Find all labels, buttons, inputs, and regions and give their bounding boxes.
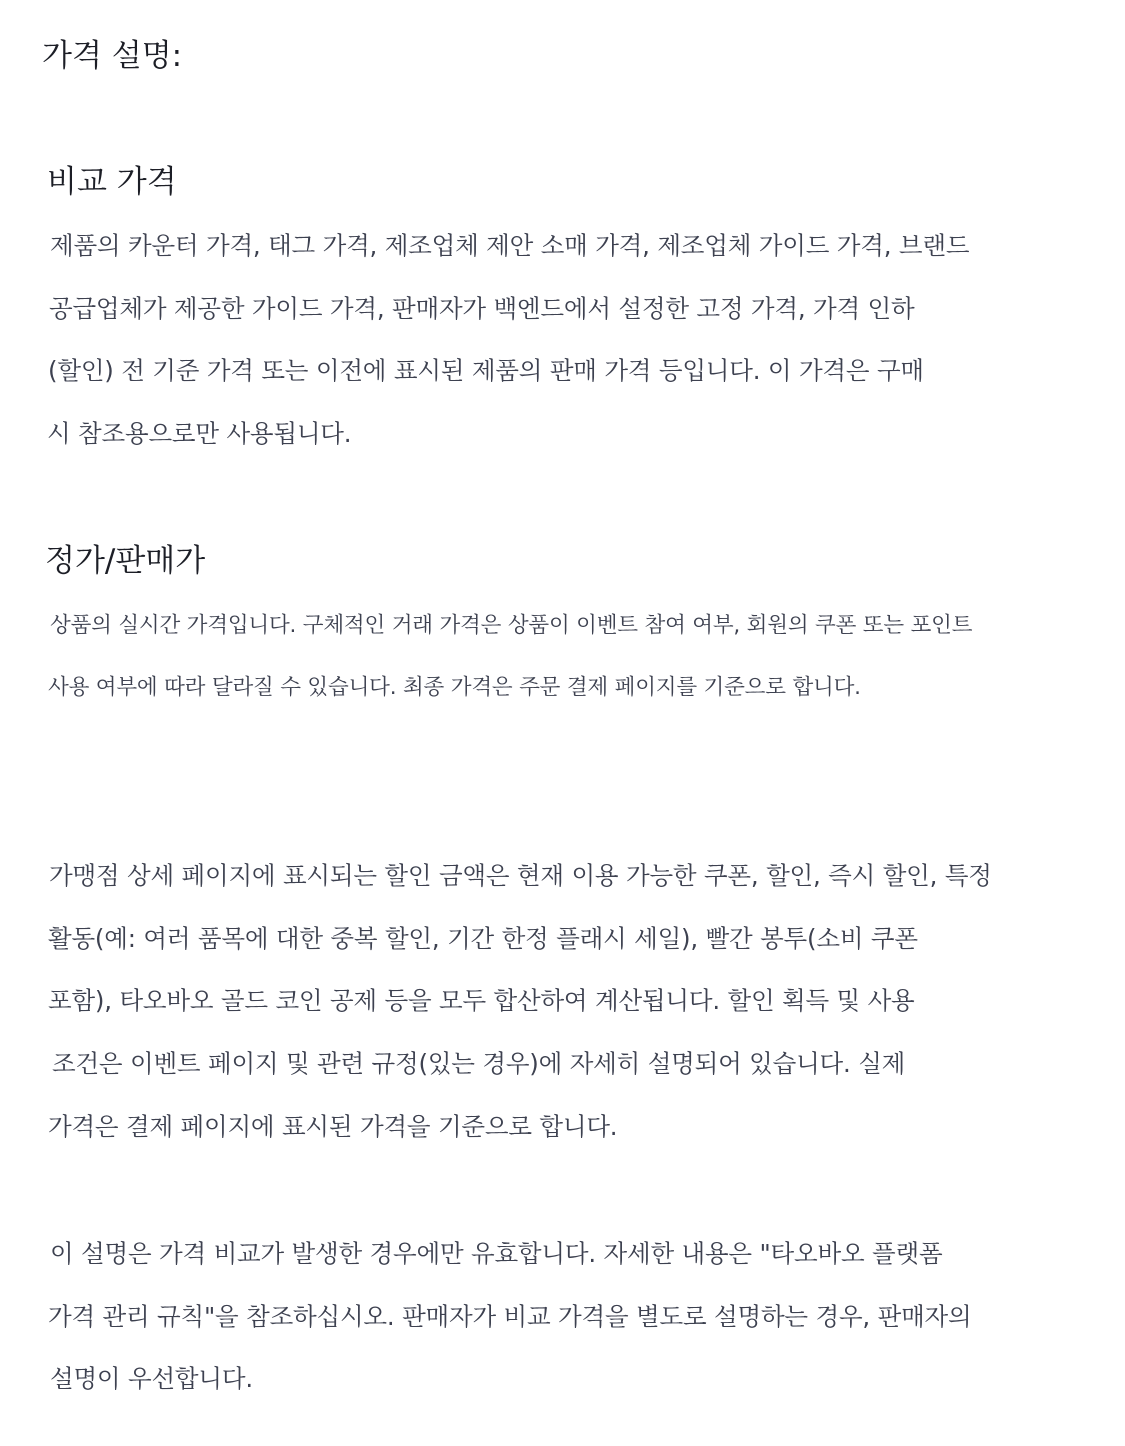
section-heading-list-sale-price: 정가/판매가 (45, 543, 206, 579)
paragraph-line: 가격 관리 규칙"을 참조하십시오. 판매자가 비교 가격을 별도로 설명하는 경우, 판매자의 (48, 1302, 972, 1331)
paragraph-line: 제품의 카운터 가격, 태그 가격, 제조업체 제안 소매 가격, 제조업체 가이드 가격, 브랜드 (50, 231, 970, 260)
paragraph-line: (할인) 전 기준 가격 또는 이전에 표시된 제품의 판매 가격 등입니다. 이 가격은 구매 (48, 356, 924, 385)
paragraph-line: 상품의 실시간 가격입니다. 구체적인 거래 가격은 상품이 이벤트 참여 여부, 회원의 쿠폰 또는 포인트 (50, 613, 973, 638)
section-heading-comparison-price: 비교 가격 (47, 164, 177, 200)
paragraph-line: 사용 여부에 따라 달라질 수 있습니다. 최종 가격은 주문 결제 페이지를 기준으로 합니다. (48, 675, 861, 700)
paragraph-line: 시 참조용으로만 사용됩니다. (47, 419, 352, 448)
page-title: 가격 설명: (42, 38, 183, 74)
paragraph-line: 조건은 이벤트 페이지 및 관련 규정(있는 경우)에 자세히 설명되어 있습니다. 실제 (52, 1049, 906, 1078)
paragraph-line: 활동(예: 여러 품목에 대한 중복 할인, 기간 한정 플래시 세일), 빨간 봉투(소비 쿠폰 (48, 924, 918, 953)
paragraph-line: 포함), 타오바오 골드 코인 공제 등을 모두 합산하여 계산됩니다. 할인 획득 및 사용 (48, 986, 915, 1015)
paragraph-line: 설명이 우선합니다. (50, 1364, 253, 1393)
paragraph-line: 공급업체가 제공한 가이드 가격, 판매자가 백엔드에서 설정한 고정 가격, 가격 인하 (49, 294, 915, 323)
paragraph-line: 이 설명은 가격 비교가 발생한 경우에만 유효합니다. 자세한 내용은 "타오바오 플랫폼 (50, 1239, 943, 1268)
paragraph-line: 가격은 결제 페이지에 표시된 가격을 기준으로 합니다. (48, 1112, 618, 1141)
paragraph-line: 가맹점 상세 페이지에 표시되는 할인 금액은 현재 이용 가능한 쿠폰, 할인, 즉시 할인, 특정 (49, 861, 992, 890)
